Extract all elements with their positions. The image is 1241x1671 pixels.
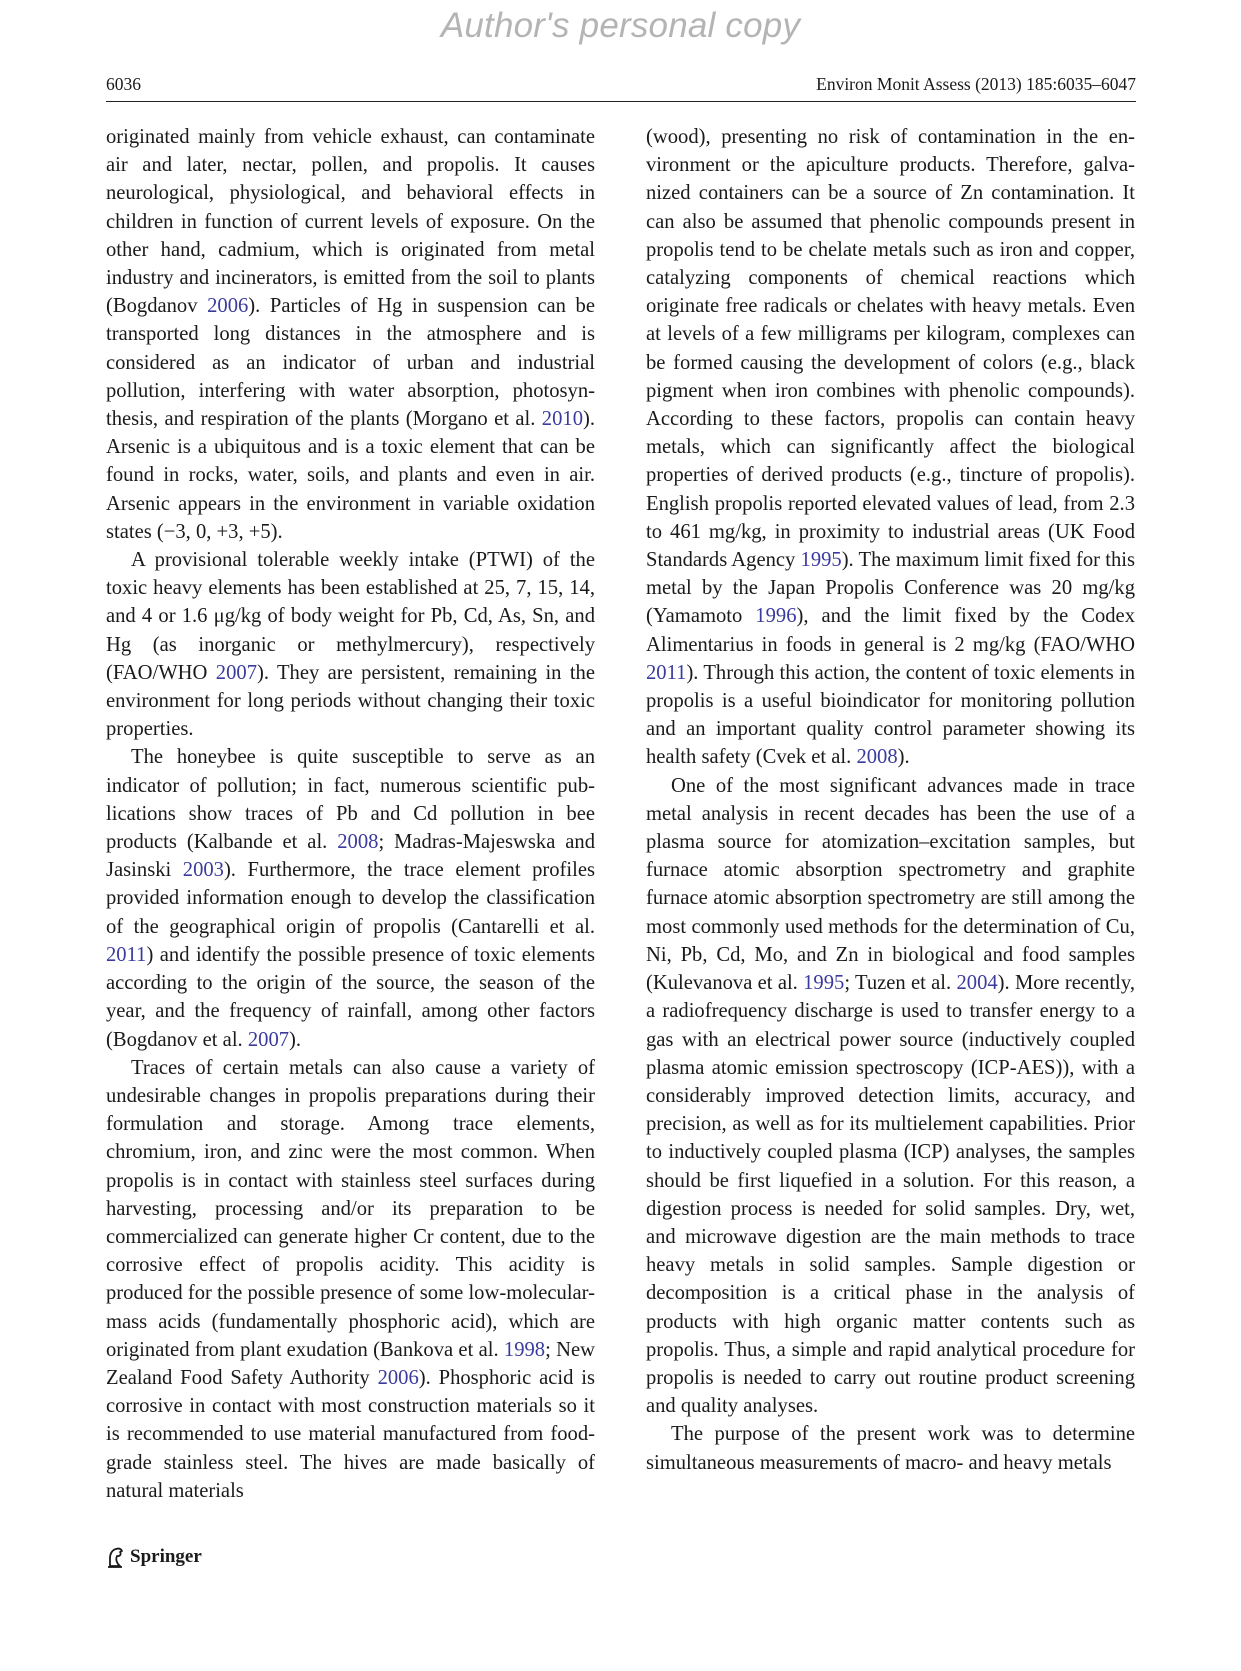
paragraph-text: ). More recently, a radiofrequency discharge is used to transfer energy to a gas with an electrical power source (inductively coupled plasma atomic emission spectroscopy (ICP-AES)), with a considerably improved detection limits, accuracy, and precision, as well as for its multielement capabilities. Prior to inductively coupled plasma (ICP) analyses, the samples should be first liquefied in a solution. For this reason, a digestion process is needed for solid samples. Dry, wet, and microwave digestion are the main methods to trace heavy metals in solid samples. Sample digestion or decomposition is a critical phase in the analysis of products with high organic matter contents such as propolis. Thus, a simple and rapid analytical procedure for propolis is needed to carry out routine product screening and quality analyses. (646, 972, 1135, 1418)
citation-link[interactable]: 2011 (646, 661, 687, 684)
paragraph-text: ). Through this action, the content of toxic elements in propolis is a useful bioindicator for monitoring pollution and an important quality control parameter showing its health safety (Cvek et al. (646, 661, 1135, 769)
right-column (646, 123, 1135, 1477)
paragraph-text: ; New Zealand Food Safety Authority (106, 1338, 595, 1389)
publisher-name: Springer (130, 1546, 202, 1567)
citation-link[interactable]: 2004 (956, 972, 998, 995)
paragraph-text: ). (289, 1028, 302, 1051)
watermark: Author's personal copy (440, 6, 801, 45)
paragraph-text: ). Particles of Hg in suspension can be transported long distances in the atmosphere and is considered as an indicator of urban and industrial pollution, interfering with water absorption, photosynthesis, and respiration of the plants (Morgano et al. (106, 295, 595, 431)
citation-link[interactable]: 2006 (207, 295, 249, 318)
citation-link[interactable]: 2006 (377, 1366, 419, 1389)
paragraph-text: ). Arsenic is a ubiquitous and is a toxic element that can be found in rocks, water, soils, and plants and even in air. Arsenic appears in the environment in variable oxidation states (−3, 0, +3, +5). (106, 408, 595, 543)
paragraph (646, 1420, 1135, 1476)
running-header (106, 73, 1136, 102)
paragraph-text: ). (897, 746, 910, 769)
paragraph-text: ). They are persistent, remaining in the environment for long periods without changing their toxic properties. (106, 661, 595, 741)
paragraph-text: The purpose of the present work was to determine simultaneous measurements of macro- and heavy metals (646, 1423, 1135, 1474)
paragraph-text: ; Madras-Majeswska and Jasinski (106, 831, 596, 882)
citation-link[interactable]: 1995 (800, 549, 842, 572)
citation-link[interactable]: 2008 (856, 746, 898, 769)
paragraph (646, 772, 1135, 1421)
paragraph-text: ). Phosphoric acid is corrosive in contact with most construction materials so it is recommended to use material manufactured from food-grade stainless steel. The hives are made basically of natural materials (106, 1366, 595, 1502)
paragraph (106, 123, 595, 546)
paragraph-text: A provisional tolerable weekly intake (PTWI) of the toxic heavy elements has been established at 25, 7, 15, 14, and 4 or 1.6 μg/kg of body weight for Pb, Cd, As, Sn, and Hg (as inorganic or methylmercury), respectively (FAO/WHO (106, 549, 595, 684)
paragraph-text: The honeybee is quite susceptible to serve as an indicator of pollution; in fact, numerous scientific publications show traces of Pb and Cd pollution in bee products (Kalbande et al. (106, 746, 595, 854)
page-number: 6036 (106, 74, 141, 94)
citation-link[interactable]: 1998 (503, 1338, 546, 1361)
citation-link[interactable]: 2007 (247, 1028, 290, 1051)
paragraph-text: ) and identify the possible presence of toxic elements according to the origin of the source, the season of the year, and the frequency of rainfall, among other factors (Bogdanov et al. (106, 943, 595, 1051)
paragraph-text: ). The maximum limit fixed for this metal by the Japan Propolis Conference was 20 mg/kg (Yamamoto (646, 549, 1135, 628)
citation-link[interactable]: 2008 (337, 831, 379, 854)
paragraph (106, 743, 595, 1053)
paragraph (106, 546, 595, 743)
citation-link[interactable]: 2007 (215, 661, 257, 684)
journal-citation: Environ Monit Assess (2013) 185:6035–6047 (816, 74, 1136, 94)
paragraph-text: ; Tuzen et al. (844, 972, 957, 995)
paragraph-text: (wood), presenting no risk of contamination in the environment or the apiculture products. Therefore, galvanized containers can be a source of Zn contamination. It can also be assumed that phenolic compounds present in propolis tend to be chelate metals such as iron and copper, catalyzing components of chemical reactions which originate free radicals or chelates with heavy metals. Even at levels of a few milligrams per kilogram, complexes can be formed causing the development of colors (e.g., black pigment when iron combines with phenolic compounds). According to these factors, propolis can contain heavy metals, which can significantly affect the biological properties of derived products (e.g., tincture of propolis). English propolis reported elevated values of lead, from 2.3 to 461 mg/kg, in proximity to industrial areas (UK Food Standards Agency (646, 126, 1135, 572)
paragraph (646, 123, 1135, 772)
left-column (106, 123, 595, 1505)
citation-link[interactable]: 2003 (182, 859, 224, 882)
springer-logo (106, 1546, 202, 1568)
paragraph-text: ). Furthermore, the trace element profiles provided information enough to develop the classification of the geographical origin of propolis (Cantarelli et al. (106, 859, 595, 938)
paragraph-text: Traces of certain metals can also cause a variety of undesirable changes in propolis preparations during their formulation and storage. Among trace elements, chromium, iron, and zinc were the most common. When propolis is in contact with stainless steel surfaces during harvesting, processing and/or its preparation to be commercialized can generate higher Cr content, due to the corrosive effect of propolis acidity. This acidity is produced for the possible presence of some low-molecular-mass acids (fundamentally phosphoric acid), which are originated from plant exudation (Bankova et al. (106, 1056, 595, 1361)
citation-link[interactable]: 1996 (755, 605, 797, 628)
paragraph-text: originated mainly from vehicle exhaust, can contaminate air and later, nectar, pollen, and propolis. It causes neurological, physiological, and behavioral effects in children in function of current levels of exposure. On the other hand, cadmium, which is originated from metal industry and incinerators, is emitted from the soil to plants (Bogdanov (106, 126, 595, 318)
citation-link[interactable]: 1995 (803, 972, 845, 995)
springer-horse-icon (106, 1546, 126, 1568)
citation-link[interactable]: 2010 (541, 408, 583, 431)
paragraph (106, 1054, 595, 1505)
paragraph-text: ), and the limit fixed by the Codex Alimentarius in foods in general is 2 mg/kg (FAO/WHO (646, 605, 1135, 656)
citation-link[interactable]: 2011 (106, 943, 147, 966)
paragraph-text: One of the most significant advances made in trace metal analysis in recent decades has been the use of a plasma source for atomization–excitation samples, but furnace atomic absorption spectrometry and graphite furnace atomic absorption spectrometry are still among the most commonly used methods for the determination of Cu, Ni, Pb, Cd, Mo, and Zn in biological and food samples (Kulevanova et al. (646, 774, 1135, 995)
